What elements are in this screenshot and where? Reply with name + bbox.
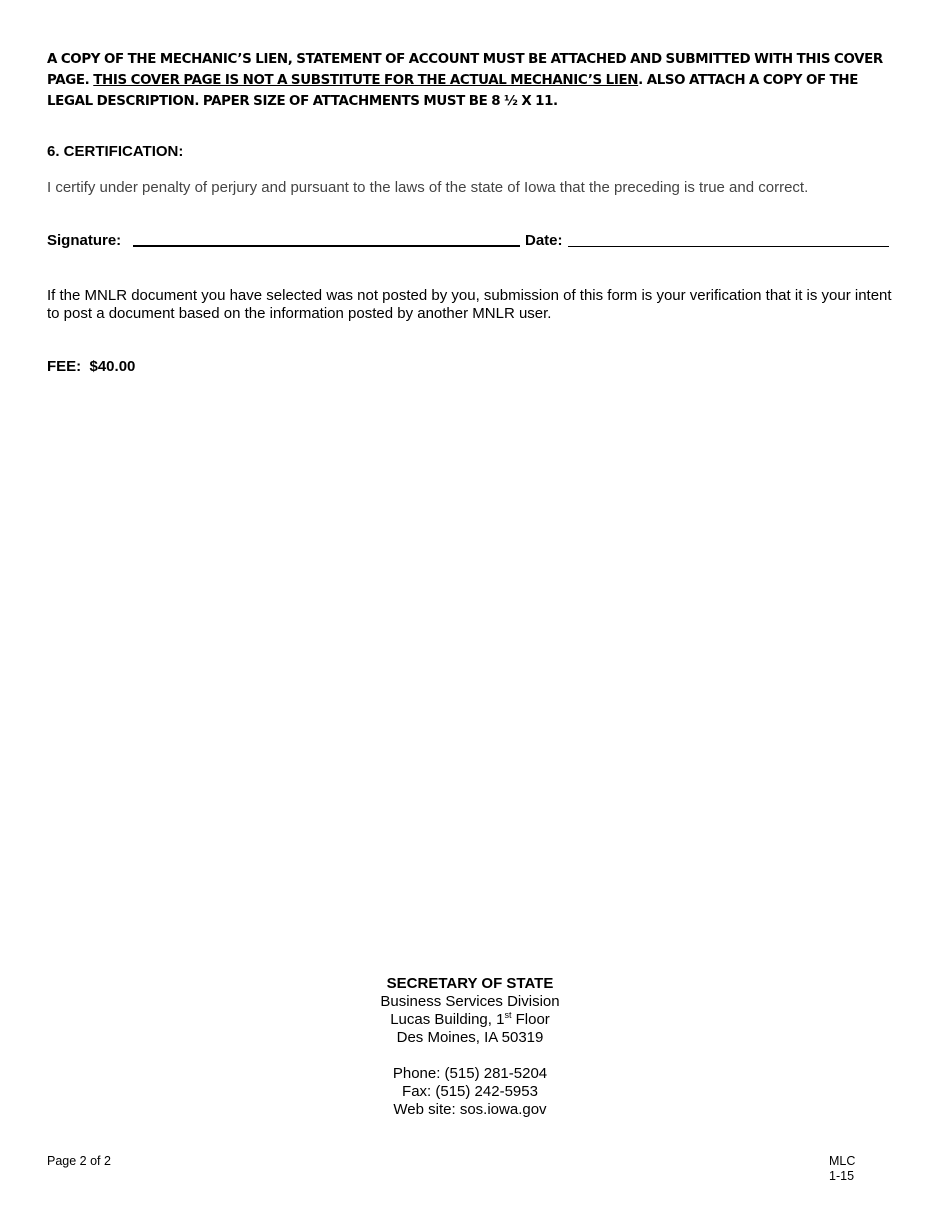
signature-date-row xyxy=(47,230,889,250)
date-label: Date: xyxy=(525,232,563,249)
office-address-block xyxy=(320,975,620,1119)
office-building: Lucas Building, 1st Floor xyxy=(390,1010,550,1028)
date-field[interactable] xyxy=(568,246,889,247)
verification-paragraph: If the MNLR document you have selected was not posted by you, submission of this form is your verification that it is your intent to post a document based on the information posted by another MNLR user. xyxy=(47,287,892,322)
office-division: Business Services Division xyxy=(380,993,560,1010)
notice-text-part1: A COPY OF THE MECHANIC’S LIEN, STATEMENT OF ACCOUNT MUST BE ATTACHED AND SUBMITTED WITH THIS COVER PAGE. xyxy=(47,52,883,88)
attachment-notice xyxy=(47,49,907,112)
page-number: Page 2 of 2 xyxy=(47,1154,111,1168)
form-code-name: MLC xyxy=(829,1154,856,1168)
certification-heading: 6. CERTIFICATION: xyxy=(47,143,184,160)
office-title: SECRETARY OF STATE xyxy=(386,975,554,992)
office-city: Des Moines, IA 50319 xyxy=(396,1029,544,1046)
fee-label: FEE: $40.00 xyxy=(47,358,136,375)
office-website: Web site: sos.iowa.gov xyxy=(393,1101,547,1118)
office-phone: Phone: (515) 281-5204 xyxy=(392,1065,548,1082)
signature-field[interactable] xyxy=(133,245,520,247)
form-code xyxy=(829,1154,855,1184)
form-code-revision: 1-15 xyxy=(829,1169,855,1183)
office-fax: Fax: (515) 242-5953 xyxy=(402,1083,538,1100)
notice-text-part2: . ALSO ATTACH A COPY OF THE LEGAL DESCRIPTION. PAPER SIZE OF ATTACHMENTS MUST BE 8 ½ X 11. xyxy=(47,73,859,109)
signature-label: Signature: xyxy=(47,232,122,249)
notice-underlined-warning: THIS COVER PAGE IS NOT A SUBSTITUTE FOR THE ACTUAL MECHANIC’S LIEN xyxy=(93,73,639,88)
certification-statement: I certify under penalty of perjury and pursuant to the laws of the state of Iowa that the preceding is true and correct. xyxy=(47,179,809,196)
